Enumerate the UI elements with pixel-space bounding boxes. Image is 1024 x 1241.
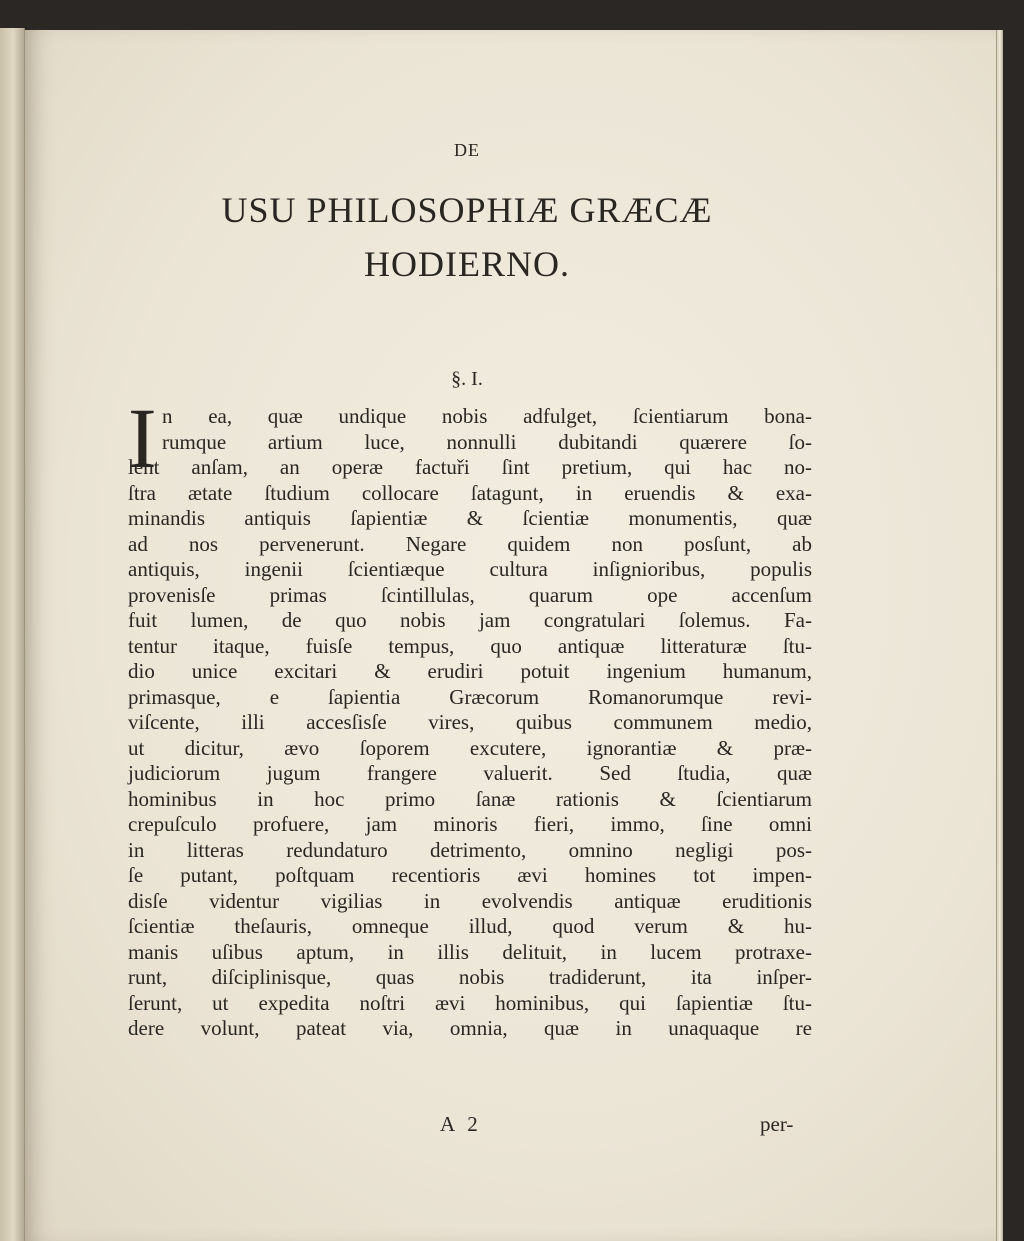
right-page-edge (996, 30, 1003, 1241)
title-line-2: HODIERNO. (364, 244, 570, 284)
text-line: ſcientiæ theſauris, omneque illud, quod verum & hu- (128, 914, 812, 938)
text-line: judiciorum jugum frangere valuerit. Sed ſtudia, quæ (128, 761, 812, 785)
catchword: per- (760, 1112, 794, 1136)
text-line: lent anſam, an operæ factuři ſint pretium, qui hac no- (128, 455, 812, 479)
text-line: runt, diſciplinisque, quas nobis tradiderunt, ita inſper- (128, 965, 812, 989)
text-line: in litteras redundaturo detrimento, omnino negligi pos- (128, 837, 812, 862)
text-line: antiquis, ingenii ſcientiæque cultura inſignioribus, populis (128, 557, 812, 581)
text-line: ad nos pervenerunt. Negare quidem non posſunt, ab (128, 531, 812, 556)
title-prefix: DE (454, 140, 480, 160)
text-line: fuit lumen, de quo nobis jam congratulari ſolemus. Fa- (128, 608, 812, 632)
left-page-edge (0, 28, 25, 1241)
text-line: provenisſe primas ſcintillulas, quarum ope accenſum (128, 582, 812, 607)
text-line: viſcente, illi accesſisſe vires, quibus communem medio, (128, 710, 812, 734)
signature-mark: A 2 (440, 1112, 482, 1136)
body-text (128, 404, 812, 1042)
text-line: tentur itaque, fuisſe tempus, quo antiquæ litteraturæ ſtu- (128, 633, 812, 658)
text-line: dere volunt, pateat via, omnia, quæ in unaquaque re (128, 1016, 812, 1040)
text-line: disſe videntur vigilias in evolvendis antiquæ eruditionis (128, 888, 812, 913)
text-line: ſerunt, ut expedita noſtri ævi hominibus, qui ſapientiæ ſtu- (128, 990, 812, 1015)
text-line: crepuſculo profuere, jam minoris fieri, immo, ſine omni (128, 812, 812, 836)
text-line: n ea, quæ undique nobis adfulget, ſcientiarum bona- (162, 404, 812, 428)
section-heading: §. I. (451, 368, 483, 390)
text-line: ſe putant, poſtquam recentioris ævi homines tot impen- (128, 863, 812, 887)
text-line: hominibus in hoc primo ſanæ rationis & ſcientiarum (128, 786, 812, 811)
text-line: manis uſibus aptum, in illis delituit, in lucem protraxe- (128, 939, 812, 964)
drop-cap: I (128, 390, 157, 486)
text-line: primasque, e ſapientia Græcorum Romanorumque revi- (128, 684, 812, 709)
text-line: dio unice excitari & erudiri potuit ingenium humanum, (128, 659, 812, 683)
text-line: minandis antiquis ſapientiæ & ſcientiæ monumentis, quæ (128, 506, 812, 530)
text-line: rumque artium luce, nonnulli dubitandi quærere ſo- (162, 429, 812, 454)
text-line: ut dicitur, ævo ſoporem excutere, ignorantiæ & præ- (128, 735, 812, 760)
text-line: ſtra ætate ſtudium collocare ſatagunt, in eruendis & exa- (128, 480, 812, 505)
title-line-1: USU PHILOSOPHIÆ GRÆCÆ (221, 190, 713, 230)
